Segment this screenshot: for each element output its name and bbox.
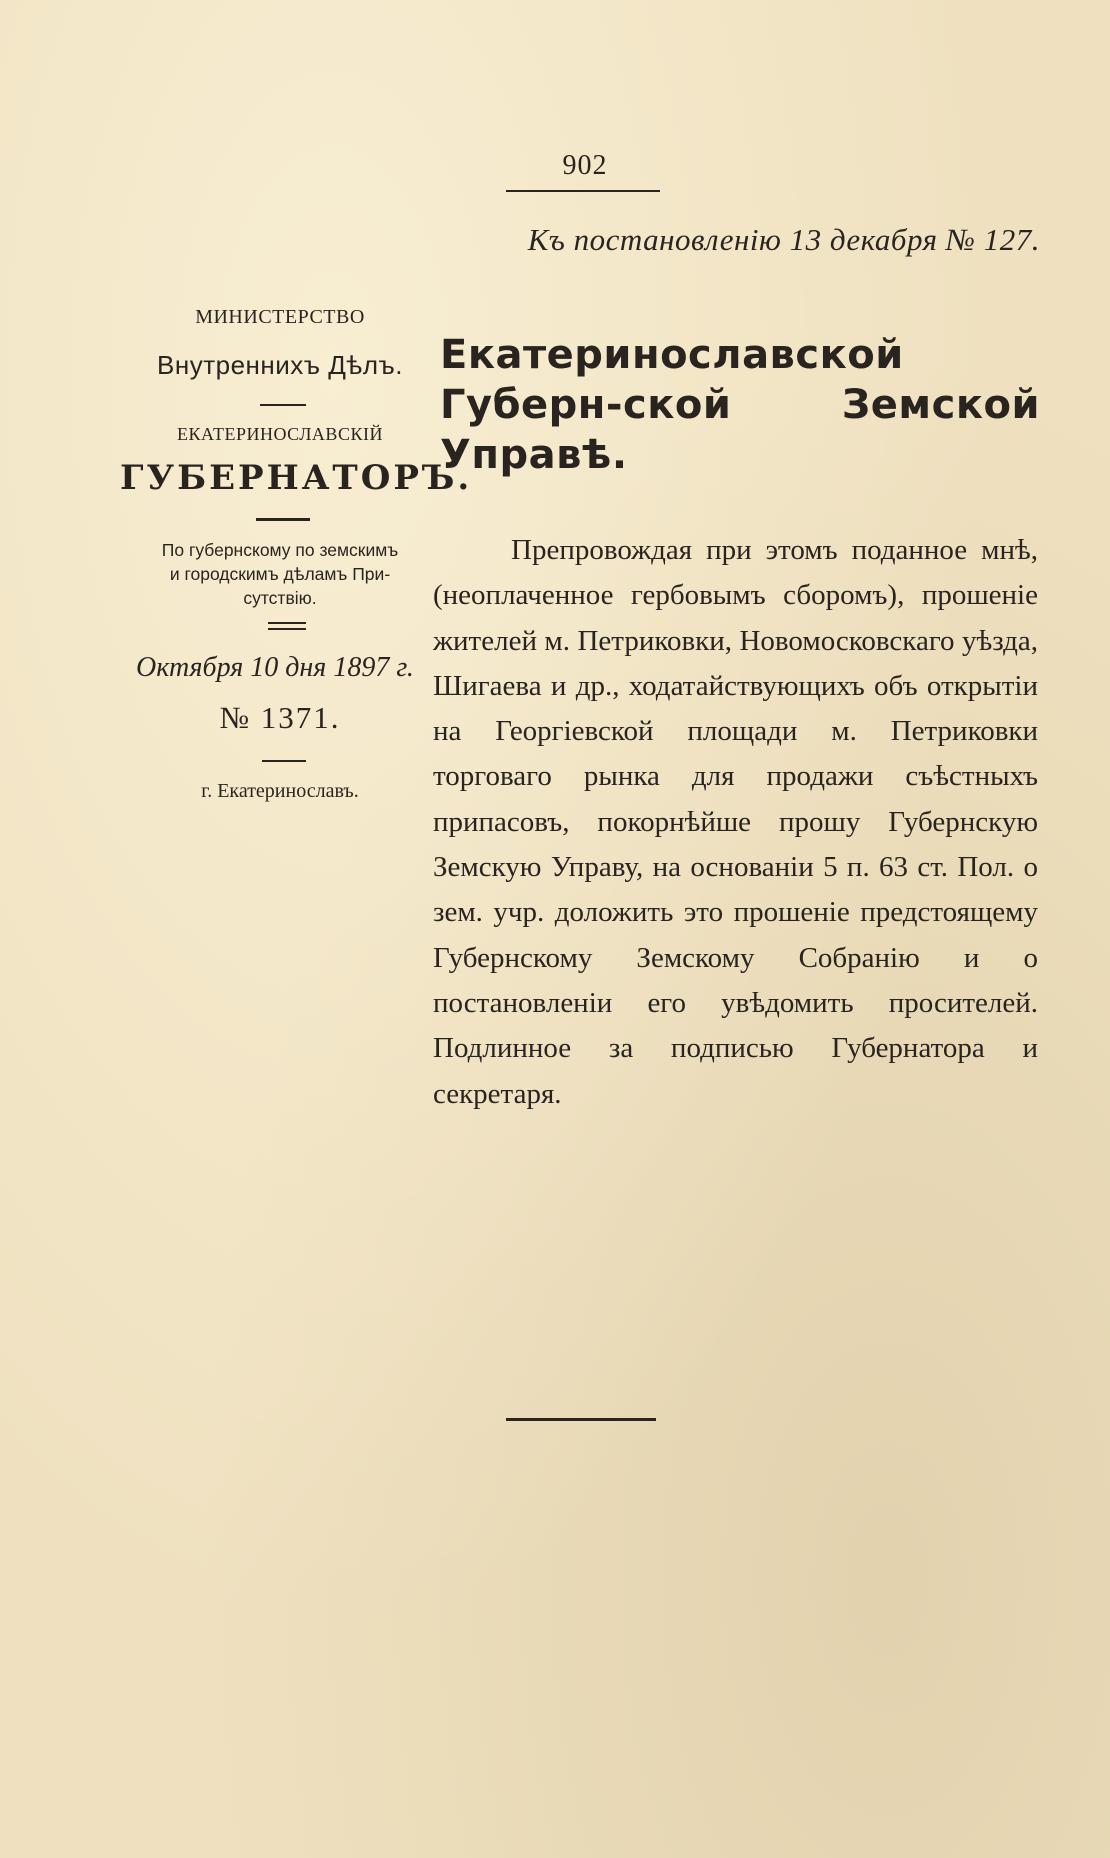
document-number: № 1371.	[219, 700, 341, 735]
city-label: г. Екатеринославъ.	[201, 780, 359, 802]
reference-line: Къ постановленію 13 декабря № 127.	[527, 222, 1040, 257]
presence-line: и городскимъ дѣламъ При-	[169, 564, 391, 584]
closing-rule	[506, 1418, 656, 1421]
letter-body: Препровождая при этомъ поданное мнѣ, (неоплаченное гербовымъ сборомъ), прошеніе жителей м. Петриковки, Новомосковскаго уѣзда, Шигаева и др., ходатайствующихъ объ открытіи на Георгіевской площади м. Петриковки торговаго рынка для продажи съѣстныхъ припасовъ, покорнѣйше прошу Губернскую Земскую Управу, на основаніи 5 п. 63 ст. Пол. о зем. учр. доложить это прошеніе предстоящему Губернскому Земскому Собранію и о постановленіи его увѣдомить просителей. Подлинное за подписью Губернатора и секретаря.	[433, 534, 1038, 1110]
presence-line: По губернскому по земскимъ	[161, 540, 399, 560]
number-rule	[262, 760, 306, 762]
header-dash	[260, 404, 306, 406]
double-rule-top	[268, 622, 306, 624]
double-rule-bottom	[268, 628, 306, 630]
page-number: 902	[562, 150, 608, 181]
governorate-label: ЕКАТЕРИНОСЛАВСКІЙ	[177, 424, 383, 444]
addressee: Екатеринославской Губерн-ской Земской Управѣ.	[440, 332, 1040, 478]
page-number-rule	[506, 190, 660, 192]
governor-title: ГУБЕРНАТОРЪ.	[120, 458, 473, 498]
document-date: Октября 10 дня 1897 г.	[136, 652, 414, 683]
internal-affairs-label: Внутреннихъ Дѣлъ.	[157, 350, 403, 380]
presence-line: сутствію.	[243, 588, 317, 608]
ministry-label: МИНИСТЕРСТВО	[195, 306, 365, 328]
governor-rule	[256, 518, 310, 521]
presence-note	[120, 538, 440, 610]
